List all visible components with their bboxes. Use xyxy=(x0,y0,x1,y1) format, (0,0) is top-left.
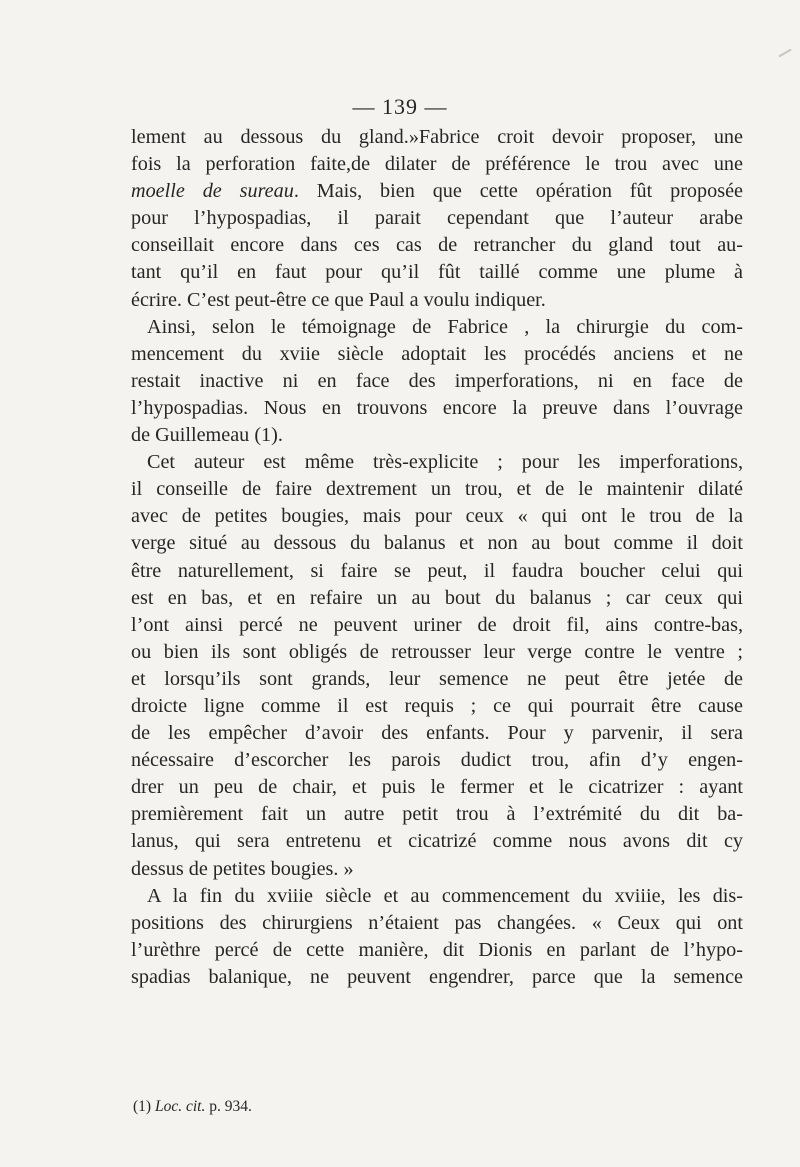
text-line: Ainsi, selon le témoignage de Fabrice , la chirurgie du com- xyxy=(147,315,743,338)
text-line: est en bas, et en refaire un au bout du balanus ; car ceux qui xyxy=(131,586,743,609)
text-line: être naturellement, si faire se peut, il faudra boucher celui qui xyxy=(131,559,743,582)
text-line: tant qu’il en faut pour qu’il fût taillé comme une plume à xyxy=(131,261,743,284)
page-number: — 139 — xyxy=(352,94,448,119)
text-line: il conseille de faire dextrement un trou, et de le maintenir dilaté xyxy=(131,478,743,501)
text-line: dessus de petites bougies. » xyxy=(131,857,354,880)
text-line: de Guillemeau (1). xyxy=(131,424,283,447)
text-line: drer un peu de chair, et puis le fermer et le cicatrizer : ayant xyxy=(131,776,743,799)
text-line: pour l’hypospadias, il parait cependant que l’auteur arabe xyxy=(131,207,743,230)
footnote xyxy=(133,1098,252,1116)
text-line: et lorsqu’ils sont grands, leur semence ne peut être jetée de xyxy=(131,667,743,690)
text-line: Cet auteur est même très-explicite ; pour les imperforations, xyxy=(147,451,743,474)
text-line: l’ont ainsi percé ne peuvent uriner de droit fil, ains contre-bas, xyxy=(131,613,743,636)
text-line: nécessaire d’escorcher les parois dudict trou, afin d’y engen- xyxy=(131,749,743,772)
text-line: droicte ligne comme il est requis ; ce qui pourrait être cause xyxy=(131,694,743,717)
text-line: l’urèthre percé de cette manière, dit Dionis en parlant de l’hypo- xyxy=(131,938,743,961)
text-line: lement au dessous du gland.»Fabrice croit devoir proposer, une xyxy=(131,126,743,148)
text-line: ou bien ils sont obligés de retrousser leur verge contre le ventre ; xyxy=(131,640,743,663)
body-text xyxy=(131,124,743,991)
text-line: spadias balanique, ne peuvent engendrer, parce que la semence xyxy=(131,965,743,988)
text-line: premièrement fait un autre petit trou à l’extrémité du dit ba- xyxy=(131,803,743,826)
text-line: moelle de sureau. Mais, bien que cette opération fût proposée xyxy=(131,180,743,203)
text-line: l’hypospadias. Nous en trouvons encore la preuve dans l’ouvrage xyxy=(131,396,743,419)
footnote-reference: Loc. cit. xyxy=(154,1098,206,1115)
text-line: de les empêcher d’avoir des enfants. Pour y parvenir, il sera xyxy=(131,722,743,745)
footnote-marker: (1) xyxy=(133,1098,152,1115)
scan-mark xyxy=(778,49,791,58)
text-line: verge situé au dessous du balanus et non au bout comme il doit xyxy=(131,532,743,555)
text-line: lanus, qui sera entretenu et cicatrizé comme nous avons dit cy xyxy=(131,830,743,853)
text-line: avec de petites bougies, mais pour ceux « qui ont le trou de la xyxy=(131,505,743,528)
text-line: A la fin du xviiie siècle et au commencement du xviiie, les dis- xyxy=(147,884,743,907)
text-line: fois la perforation faite,de dilater de préférence le trou avec une xyxy=(131,153,743,176)
italic-phrase: moelle de sureau xyxy=(131,180,294,203)
text-line: mencement du xviie siècle adoptait les procédés anciens et ne xyxy=(131,342,743,365)
text-line: écrire. C’est peut-être ce que Paul a voulu indiquer. xyxy=(131,288,546,311)
text-line: restait inactive ni en face des imperforations, ni en face de xyxy=(131,369,743,392)
text-line: positions des chirurgiens n’étaient pas changées. « Ceux qui ont xyxy=(131,911,743,934)
footnote-page: p. 934. xyxy=(209,1098,252,1115)
text-line: conseillait encore dans ces cas de retrancher du gland tout au- xyxy=(131,234,743,257)
